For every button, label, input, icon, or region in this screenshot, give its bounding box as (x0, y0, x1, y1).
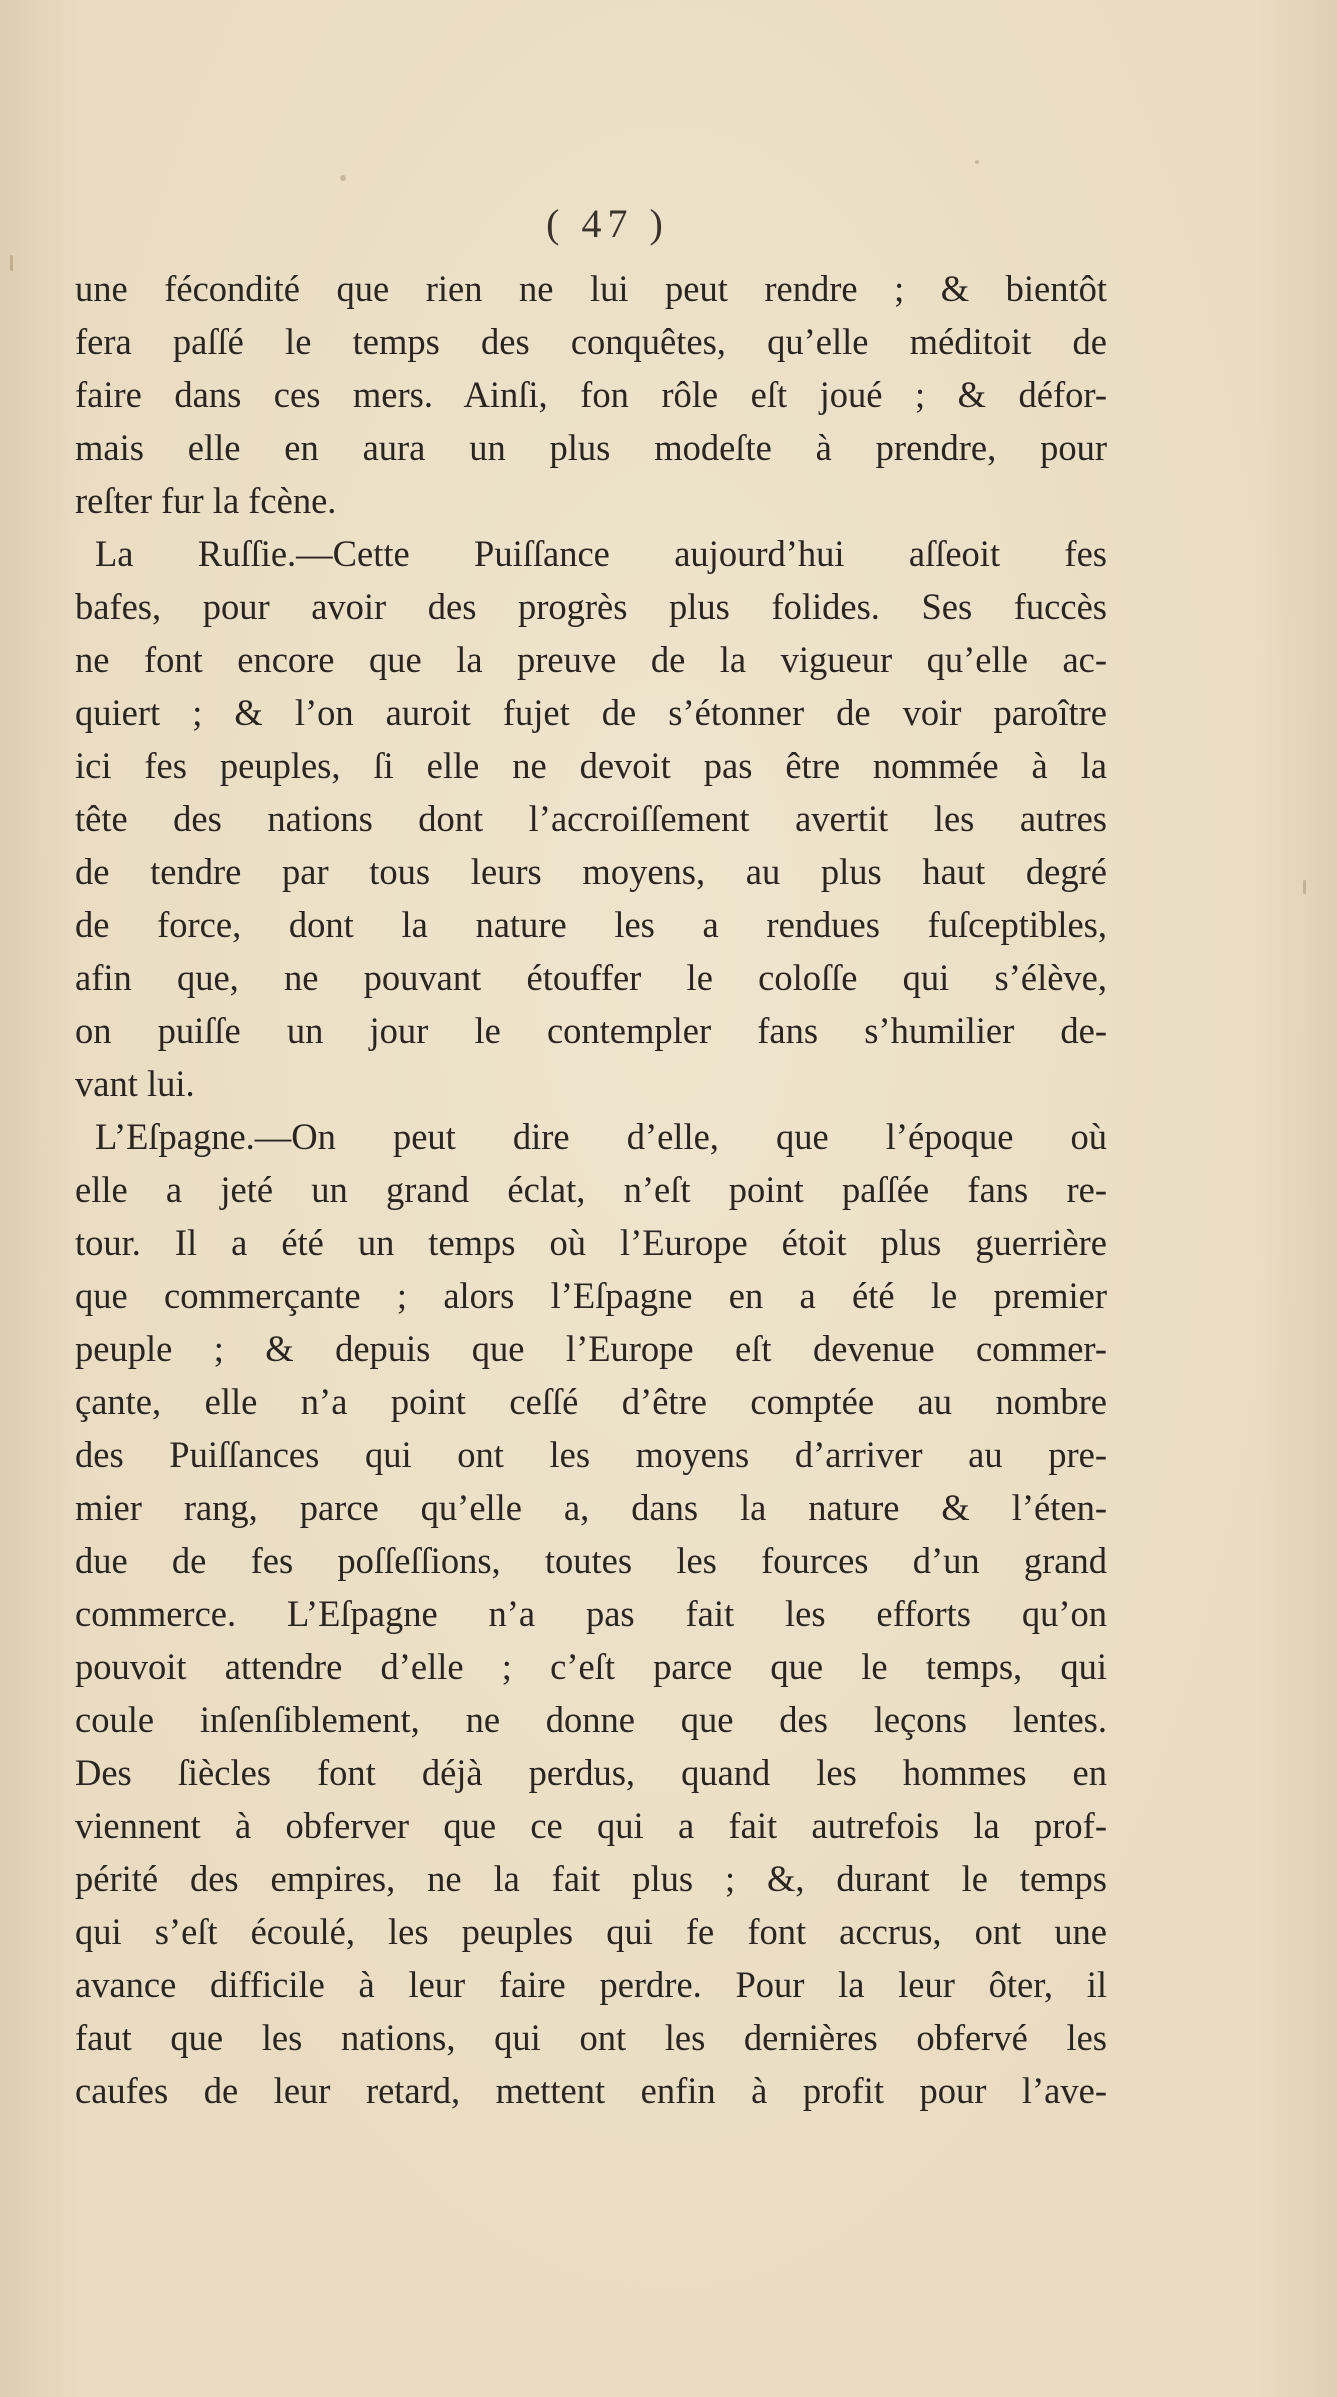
text-line: fera paſſé le temps des conquêtes, qu’elle méditoit de (75, 321, 1107, 362)
text-line: reſter fur la fcène. (75, 480, 337, 521)
text-line: L’Eſpagne.—On peut dire d’elle, que l’époque où (95, 1116, 1107, 1157)
text-line: de tendre par tous leurs moyens, au plus haut degré (75, 851, 1107, 892)
page-number: ( 47 ) (546, 201, 669, 246)
text-line: des Puiſſances qui ont les moyens d’arriver au pre- (75, 1434, 1107, 1475)
text-line: mais elle en aura un plus modeſte à prendre, pour (75, 427, 1107, 468)
text-line: de force, dont la nature les a rendues fuſceptibles, (75, 904, 1107, 945)
text-line: bafes, pour avoir des progrès plus folides. Ses fuccès (75, 586, 1107, 627)
text-line: commerce. L’Eſpagne n’a pas fait les efforts qu’on (75, 1593, 1107, 1634)
text-line: tête des nations dont l’accroiſſement avertit les autres (75, 798, 1107, 839)
text-line: que commerçante ; alors l’Eſpagne en a été le premier (75, 1275, 1107, 1316)
text-line: ici fes peuples, ſi elle ne devoit pas être nommée à la (75, 745, 1107, 786)
text-line: faut que les nations, qui ont les dernières obfervé les (75, 2017, 1107, 2058)
text-line: faire dans ces mers. Ainſi, fon rôle eſt joué ; & défor- (75, 374, 1107, 415)
text-line: La Ruſſie.—Cette Puiſſance aujourd’hui aſſeoit fes (95, 533, 1107, 574)
text-line: une fécondité que rien ne lui peut rendre ; & bientôt (75, 268, 1107, 309)
text-line: due de fes poſſeſſions, toutes les fources d’un grand (75, 1540, 1107, 1581)
text-line: pouvoit attendre d’elle ; c’eſt parce que le temps, qui (75, 1646, 1107, 1687)
text-line: vant lui. (75, 1063, 195, 1104)
text-line: tour. Il a été un temps où l’Europe étoit plus guerrière (75, 1222, 1107, 1263)
text-line: Des ſiècles font déjà perdus, quand les hommes en (75, 1752, 1107, 1793)
text-line: quiert ; & l’on auroit fujet de s’étonner de voir paroître (75, 692, 1107, 733)
text-line: périté des empires, ne la fait plus ; &, durant le temps (75, 1858, 1107, 1899)
paper-spot (340, 175, 346, 181)
text-line: elle a jeté un grand éclat, n’eſt point paſſée fans re- (75, 1169, 1107, 1210)
text-line: caufes de leur retard, mettent enfin à profit pour l’ave- (75, 2070, 1107, 2111)
text-line: mier rang, parce qu’elle a, dans la nature & l’éten- (75, 1487, 1107, 1528)
paper-spot (10, 255, 13, 271)
text-line: on puiſſe un jour le contempler fans s’humilier de- (75, 1010, 1107, 1051)
paper-spot (975, 160, 979, 164)
paper-spot (1303, 880, 1306, 894)
text-line: viennent à obferver que ce qui a fait autrefois la prof- (75, 1805, 1107, 1846)
text-line: ne font encore que la preuve de la vigueur qu’elle ac- (75, 639, 1107, 680)
text-line: peuple ; & depuis que l’Europe eſt devenue commer- (75, 1328, 1107, 1369)
text-line: qui s’eſt écoulé, les peuples qui fe font accrus, ont une (75, 1911, 1107, 1952)
body-text (75, 262, 1107, 2117)
text-line: afin que, ne pouvant étouffer le coloſſe qui s’élève, (75, 957, 1107, 998)
text-line: avance difficile à leur faire perdre. Pour la leur ôter, il (75, 1964, 1107, 2005)
text-line: çante, elle n’a point ceſſé d’être comptée au nombre (75, 1381, 1107, 1422)
text-line: coule inſenſiblement, ne donne que des leçons lentes. (75, 1699, 1107, 1740)
